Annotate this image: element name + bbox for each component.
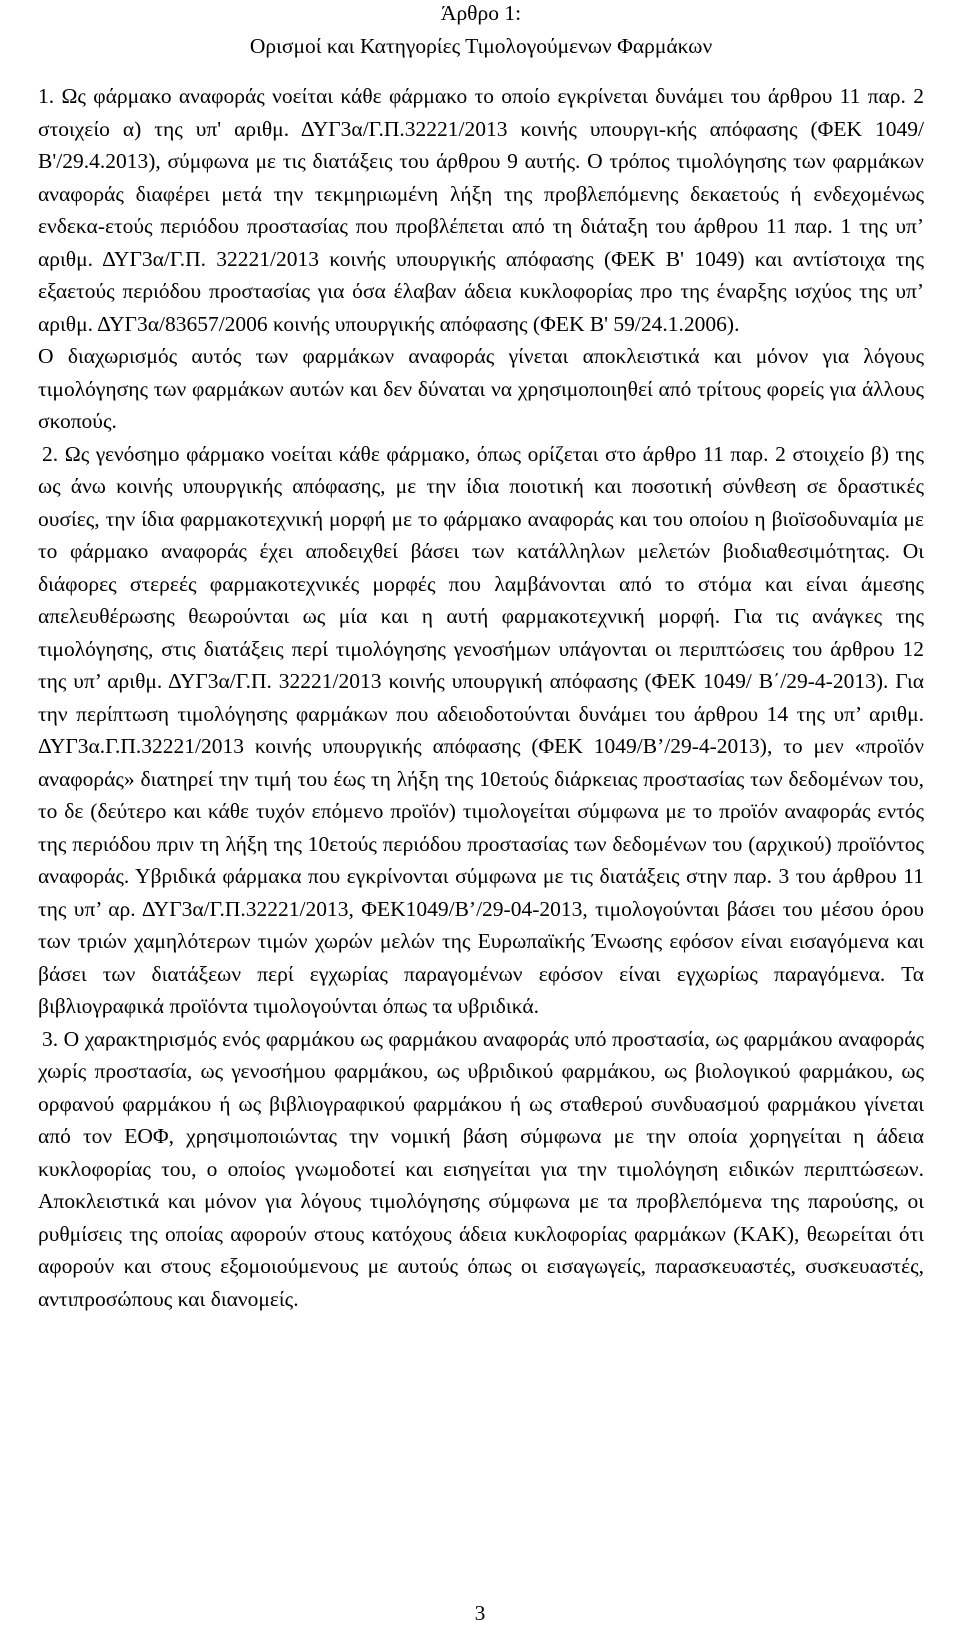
page-number: 3 [474, 1601, 486, 1625]
article-title [38, 0, 924, 62]
paragraph-4: 3. Ο χαρακτηρισμός ενός φαρμάκου ως φαρμάκου αναφοράς υπό προστασία, ως φαρμάκου αναφοράς χωρίς προστασία, ως γενοσήμου φαρμάκου, ως υβριδικού φαρμάκου, ως βιολογικού φαρμάκου, ως ορφανού φαρμάκου ή ως βιβλιογραφικού φαρμάκου ή ως σταθερού συνδυασμού φαρμάκου γίνεται από τον ΕΟΦ, χρησιμοποιώντας την νομική βάση σύμφωνα με την οποία χορηγείται η άδεια κυκλοφορίας του, ο οποίος γνωμοδοτεί και εισηγείται για την τιμολόγηση ειδικών περιπτώσεων. Αποκλειστικά και μόνον για λόγους τιμολόγησης σύμφωνα με τα προβλεπόμενα της παρούσης, οι ρυθμίσεις της οποίας αφορούν στους κατόχους άδεια κυκλοφορίας φαρμάκων (ΚΑΚ), θεωρείται ότι αφορούν και στους εξομοιούμενους με αυτούς όπως οι εισαγωγείς, παρασκευαστές, συσκευαστές, αντιπροσώπους και διανομείς. [38, 1026, 924, 1311]
article-subheading: Ορισμοί και Κατηγορίες Τιμολογούμενων Φαρμάκων [249, 33, 713, 58]
paragraph-3: 2. Ως γενόσημο φάρμακο νοείται κάθε φάρμακο, όπως ορίζεται στο άρθρο 11 παρ. 2 στοιχείο β) της ως άνω κοινής υπουργικής απόφασης, με την ίδια ποιοτική και ποσοτική σύνθεση σε δραστικές ουσίες, την ίδια φαρμακοτεχνική μορφή με το φάρμακο αναφοράς και του οποίου η βιοϊσοδυναμία με το φάρμακο αναφοράς έχει αποδειχθεί βάσει των κατάλληλων μελετών βιοδιαθεσιμότητας. Οι διάφορες στερεές φαρμακοτεχνικές μορφές που λαμβάνονται από το στόμα και είναι άμεσης απελευθέρωσης θεωρούνται ως μία και η αυτή φαρμακοτεχνική μορφή. Για τις ανάγκες της τιμολόγησης, στις διατάξεις περί τιμολόγησης γενοσήμων υπάγονται οι περιπτώσεις του άρθρου 12 της υπ’ αριθμ. ΔΥΓ3α/Γ.Π. 32221/2013 κοινής υπουργική απόφασης (ΦΕΚ 1049/ Β΄/29-4-2013). Για την περίπτωση τιμολόγησης φαρμάκων που αδειοδοτούνται δυνάμει του άρθρου 14 της υπ’ αριθμ. ΔΥΓ3α.Γ.Π.32221/2013 κοινής υπουργικής απόφασης (ΦΕΚ 1049/Β’/29-4-2013), το μεν «προϊόν αναφοράς» διατηρεί την τιμή του έως τη λήξη της 10ετούς διάρκειας προστασίας των δεδομένων του, το δε (δεύτερο και κάθε τυχόν επόμενο προϊόν) τιμολογείται σύμφωνα με το προϊόν αναφοράς εντός της περιόδου πριν τη λήξη της 10ετούς περιόδου προστασίας των δεδομένων του (αρχικού) προϊόντος αναφοράς. Υβριδικά φάρμακα που εγκρίνονται σύμφωνα με τις διατάξεις στην παρ. 3 του άρθρου 11 της υπ’ αρ. ΔΥΓ3α/Γ.Π.32221/2013, ΦΕΚ1049/Β’/29-04-2013, τιμολογούνται βάσει του μέσου όρου των τριών χαμηλότερων τιμών χωρών μελών της Ευρωπαϊκής Ένωσης εφόσον είναι εισαγόμενα και βάσει των διατάξεων περί εγχωρίας παραγομένων εφόσον είναι εγχωρίως παραγόμενα. Τα βιβλιογραφικά προϊόντα τιμολογούνται όπως τα υβριδικά. [38, 441, 924, 1018]
article-heading: Άρθρο 1: [440, 1, 522, 25]
paragraph-2: Ο διαχωρισμός αυτός των φαρμάκων αναφοράς γίνεται αποκλειστικά και μόνον για λόγους τιμολόγησης των φαρμάκων αυτών και δεν δύναται να χρησιμοποιηθεί από τρίτους φορείς για άλλους σκοπούς. [38, 344, 924, 433]
paragraph-1: 1. Ως φάρμακο αναφοράς νοείται κάθε φάρμακο το οποίο εγκρίνεται δυνάμει του άρθρου 11 παρ. 2 στοιχείο α) της υπ' αριθμ. ΔΥΓ3α/Γ.Π.32221/2013 κοινής υπουργι-κής απόφασης (ΦΕΚ 1049/Β'/29.4.2013), σύμφωνα με τις διατάξεις του άρθρου 9 αυτής. Ο τρόπος τιμολόγησης των φαρμάκων αναφοράς διαφέρει μετά την τεκμηριωμένη λήξη της προβλεπόμενης δεκαετούς ή ενδεχομένως ενδεκα-ετούς περιόδου προστασίας που προβλέπεται από τη διάταξη του άρθρου 11 παρ. 1 της υπ’ αριθμ. ΔΥΓ3α/Γ.Π. 32221/2013 κοινής υπουργικής απόφασης (ΦΕΚ Β' 1049) και αντίστοιχα της εξαετούς περιόδου προστασίας για όσα έλαβαν άδεια κυκλοφορίας προ της έναρξης ισχύος της υπ’ αριθμ. ΔΥΓ3α/83657/2006 κοινής υπουργικής απόφασης (ΦΕΚ Β' 59/24.1.2006). [38, 84, 924, 336]
